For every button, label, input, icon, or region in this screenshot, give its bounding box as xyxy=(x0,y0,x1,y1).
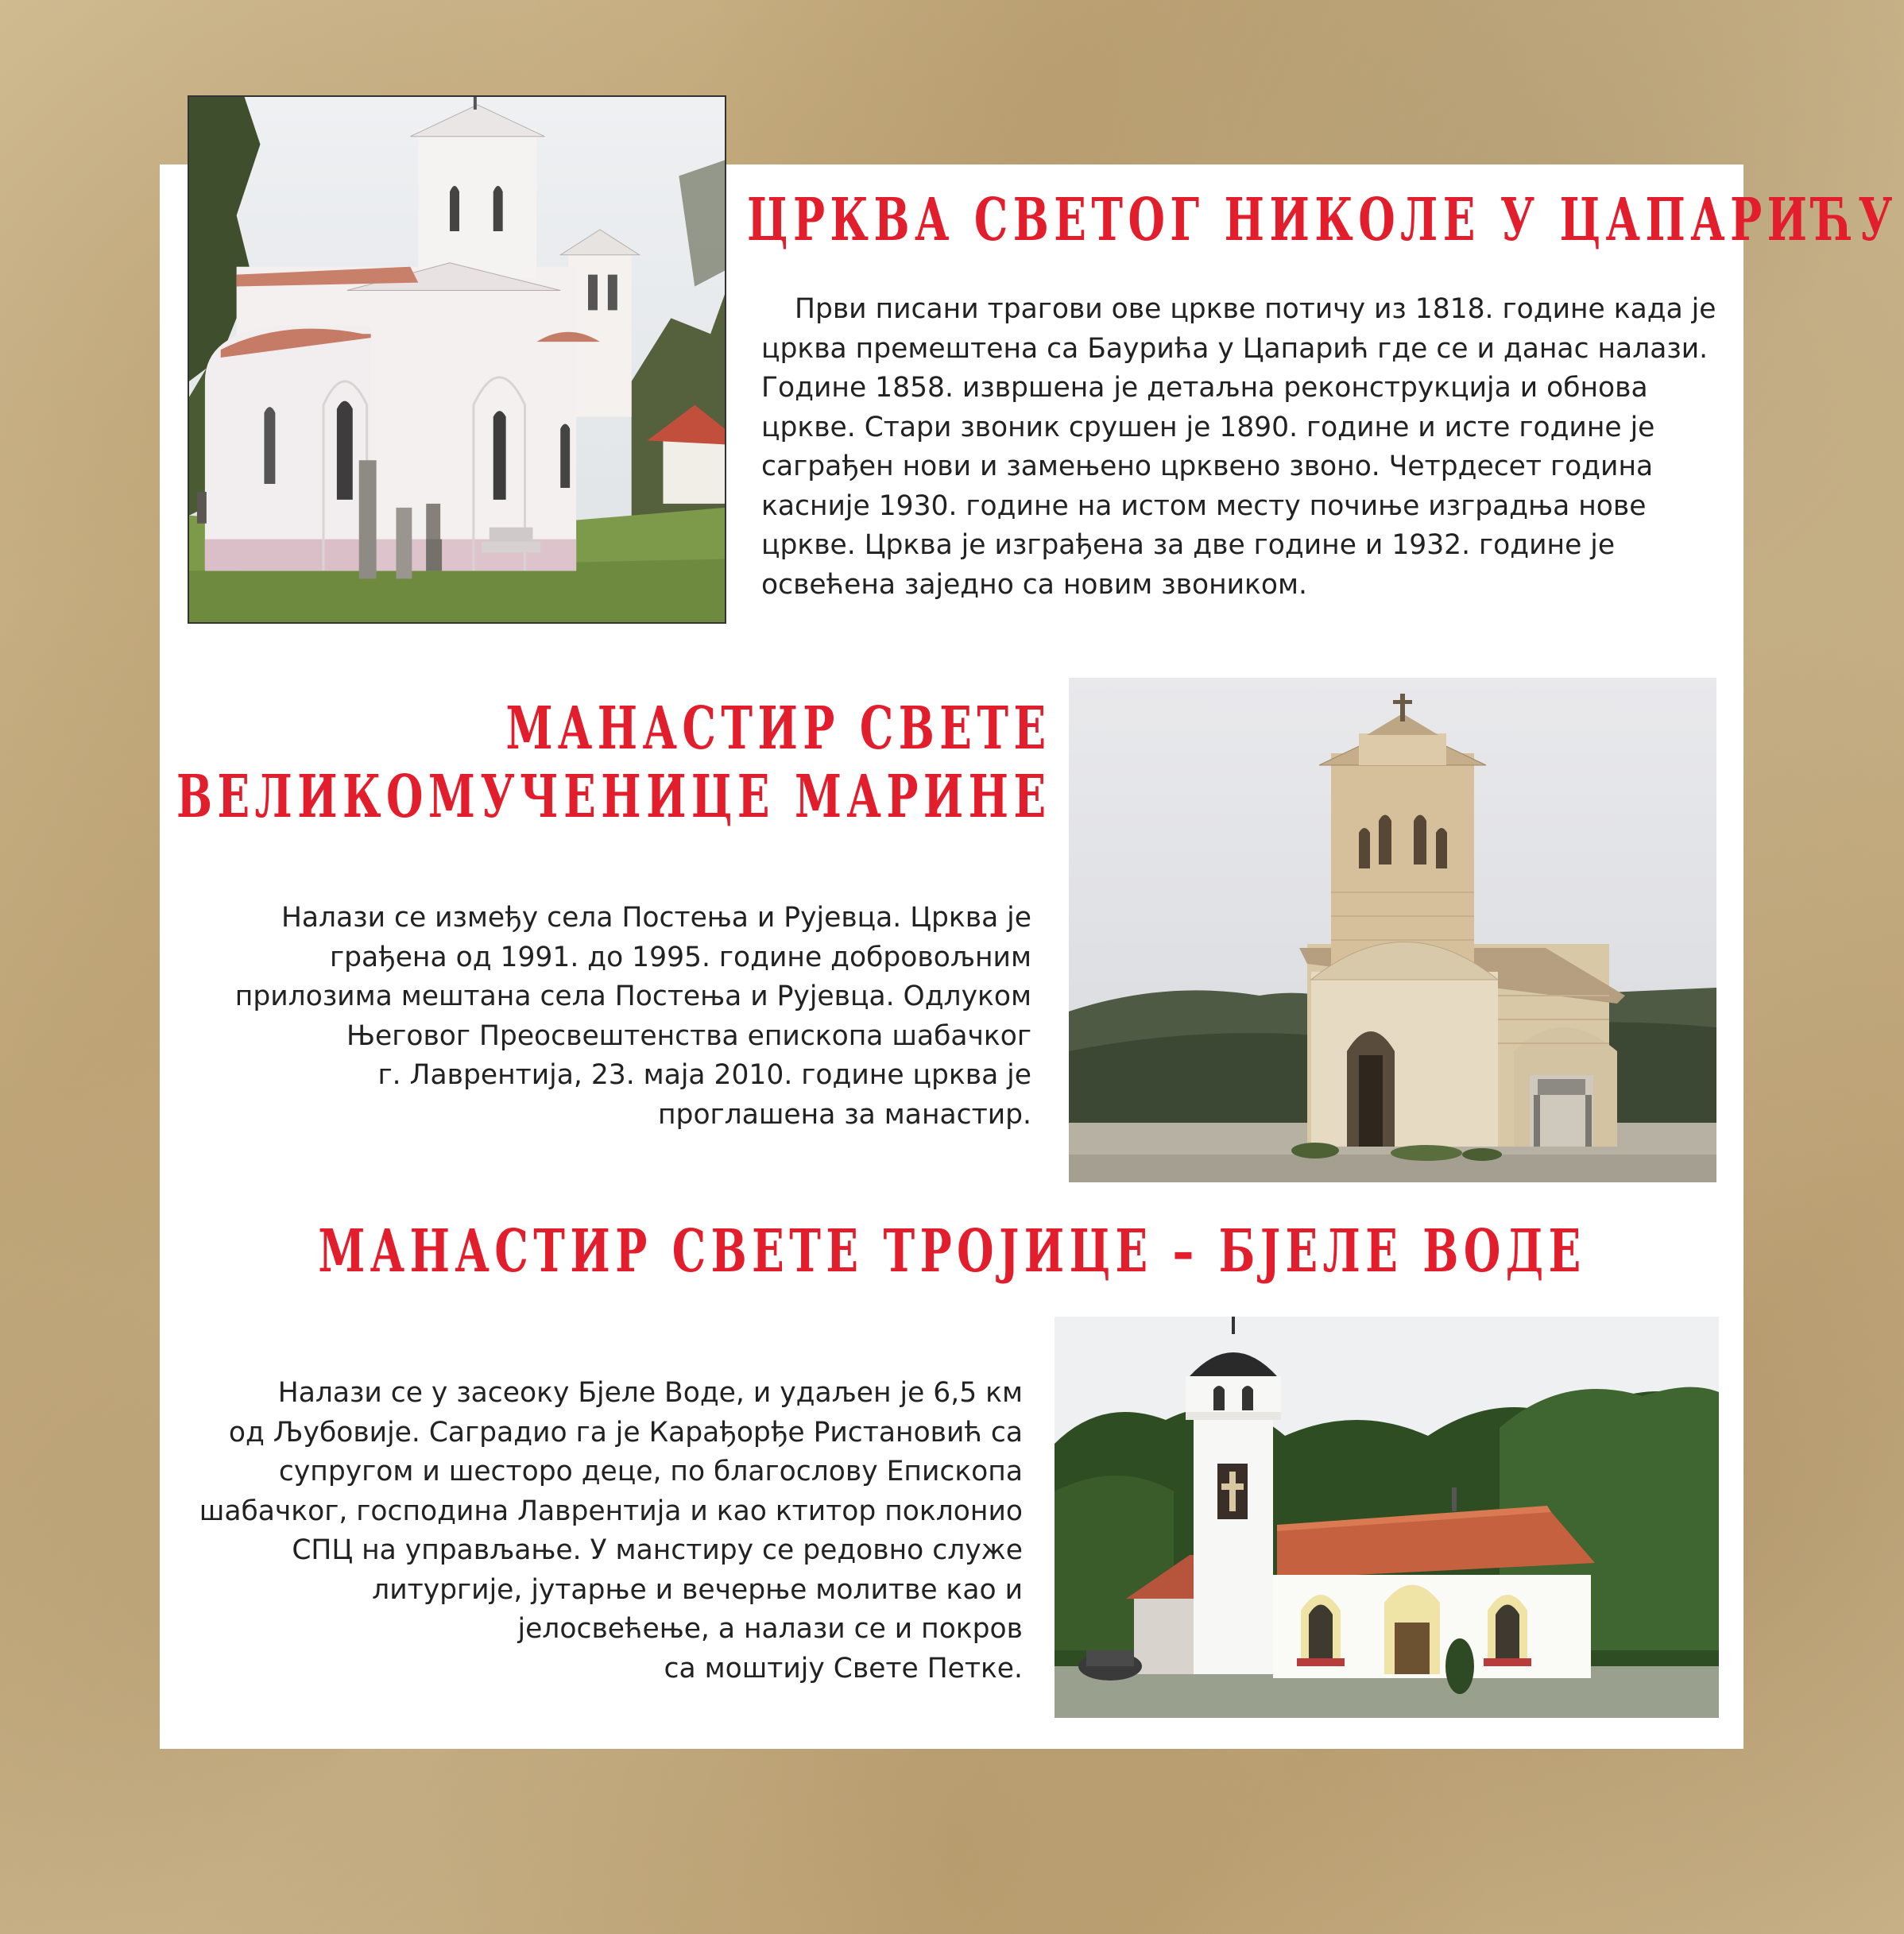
text-line: Његовог Преосвештенства епископа шабачког xyxy=(346,1019,1031,1052)
text-line: саграђен нови и замењено црквено звоно. Четрдесет година xyxy=(761,451,1654,482)
monastery-st-marina-photo xyxy=(1069,678,1716,1182)
section-1-title-line: ЦРКВА СВЕТОГ НИКОЛЕ У ЦАПАРИЋУ xyxy=(747,186,1898,254)
text-line: литургије, јутарње и вечерње молитве као и xyxy=(372,1573,1023,1606)
section-1-title xyxy=(747,187,1898,255)
text-line: Године 1858. извршена је детаљна реконструкција и обнова xyxy=(761,372,1648,404)
text-line: освећена заједно са новим звоником. xyxy=(761,568,1307,601)
section-3-title-line: МАНАСТИР СВЕТЕ ТРОЈИЦЕ – БЈЕЛЕ ВОДЕ xyxy=(318,1217,1586,1286)
text-line: супругом и шесторо деце, по благослову Епископа xyxy=(278,1456,1023,1487)
section-2-title xyxy=(176,695,1051,832)
section-1-text xyxy=(761,290,1716,605)
text-line: Налази се у засеоку Бјеле Воде, и удаљен је 6,5 км xyxy=(277,1377,1023,1409)
church-st-nicholas-photo xyxy=(188,95,726,624)
text-line: грађена од 1991. до 1995. године добровољним xyxy=(329,941,1031,973)
text-line: шабачког, господина Лаврентија и као ктитор поклонио xyxy=(199,1495,1023,1527)
text-line: са моштију Свете Петке. xyxy=(664,1652,1023,1685)
text-line: касније 1930. године на истом месту почиње изградња нове xyxy=(761,489,1647,522)
text-line: од Љубовије. Саградио га је Карађорђе Ристановић са xyxy=(228,1416,1023,1449)
section-3-title xyxy=(318,1218,1585,1286)
monastery-holy-trinity-photo xyxy=(1055,1317,1719,1718)
text-line: Налази се између села Постења и Рујевца. Црква је xyxy=(281,902,1031,934)
text-line: прилозима мештана села Постења и Рујевца. Одлуком xyxy=(234,981,1031,1012)
section-2-title-line-2: ВЕЛИКОМУЧЕНИЦЕ МАРИНЕ xyxy=(176,762,1051,831)
text-line: г. Лаврентија, 23. маја 2010. године црква је xyxy=(377,1059,1031,1091)
text-line: СПЦ на управљање. У манстиру се редовно служе xyxy=(292,1534,1023,1566)
text-line: црква премештена са Баурића у Цапарић где се и данас налази. xyxy=(761,332,1709,365)
section-2-title-line-1: МАНАСТИР СВЕТЕ xyxy=(505,694,1051,763)
section-2-text xyxy=(159,899,1031,1135)
text-line: јелосвећење, а налази се и покров xyxy=(517,1613,1023,1645)
text-line: проглашена за манастир. xyxy=(657,1098,1031,1131)
text-line: цркве. Црква је изграђена за две године и 1932. године је xyxy=(761,529,1616,561)
text-line: Први писани трагови ове цркве потичу из 1818. године када је xyxy=(795,293,1716,325)
text-line: цркве. Стари звоник срушен је 1890. године и исте године је xyxy=(761,411,1655,443)
section-3-text xyxy=(159,1374,1023,1688)
